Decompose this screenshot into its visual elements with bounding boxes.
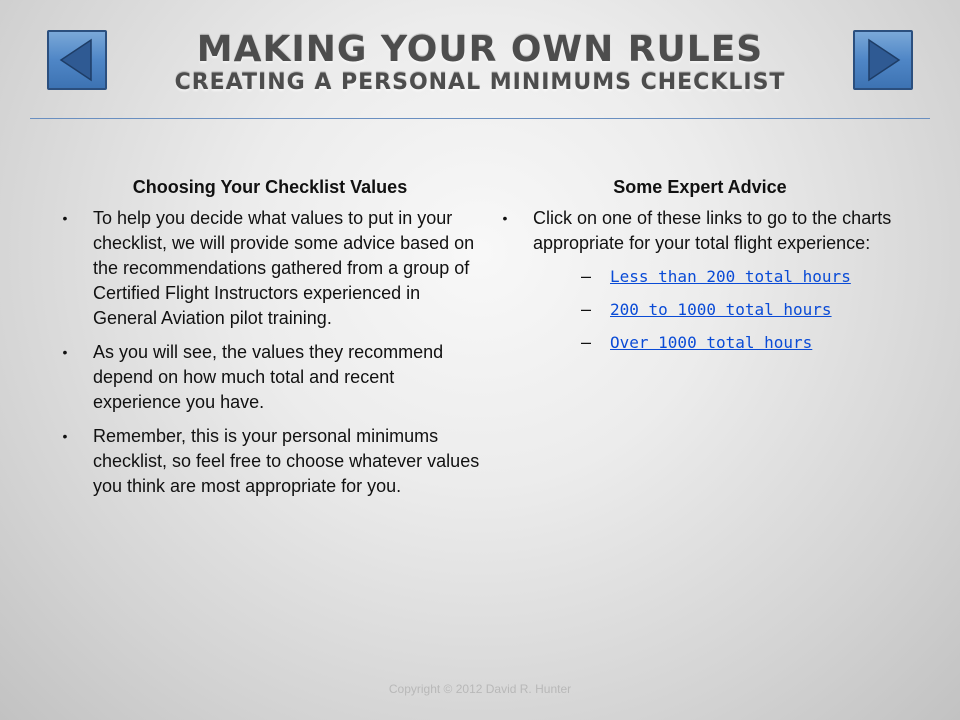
link-item <box>533 264 900 289</box>
right-column <box>500 176 900 364</box>
link-200-to-1000-hours[interactable]: 200 to 1000 total hours <box>610 300 832 319</box>
bullet-icon: • <box>502 210 508 226</box>
dash-icon: – <box>581 299 592 319</box>
bullet-text: Remember, this is your personal minimums checklist, so feel free to choose whatever values you think are most appropriate for you. <box>93 426 480 496</box>
list-item <box>60 424 480 499</box>
right-bullet-list <box>500 206 900 355</box>
next-slide-button[interactable] <box>853 30 913 90</box>
bullet-icon: • <box>62 344 68 360</box>
title-divider <box>30 118 930 119</box>
bullet-text: As you will see, the values they recommend depend on how much total and recent experience you have. <box>93 342 444 412</box>
link-over-1000-hours[interactable]: Over 1000 total hours <box>610 333 813 352</box>
bullet-text: To help you decide what values to put in your checklist, we will provide some advice based on the recommendations gathered from a group of Certified Flight Instructors experienced in General Aviation pilot training. <box>93 208 475 328</box>
slide-title-block <box>130 30 830 96</box>
left-column-heading: Choosing Your Checklist Values <box>132 177 408 197</box>
link-item <box>533 330 900 355</box>
previous-slide-button[interactable] <box>47 30 107 90</box>
right-triangle-icon <box>855 32 911 88</box>
slide-subtitle: CREATING A PERSONAL MINIMUMS CHECKLIST <box>174 70 786 95</box>
left-triangle-icon <box>49 32 105 88</box>
list-item <box>60 340 480 415</box>
link-less-than-200-hours[interactable]: Less than 200 total hours <box>610 267 851 286</box>
copyright-footer: Copyright © 2012 David R. Hunter <box>388 682 572 696</box>
left-column <box>60 176 480 508</box>
slide-title: MAKING YOUR OWN RULES <box>196 29 764 70</box>
right-column-heading: Some Expert Advice <box>613 177 787 197</box>
list-item <box>60 206 480 331</box>
dash-icon: – <box>581 266 592 286</box>
bullet-text: Click on one of these links to go to the charts appropriate for your total flight experience: <box>533 208 892 253</box>
bullet-icon: • <box>62 428 68 444</box>
bullet-icon: • <box>62 210 68 226</box>
link-item <box>533 297 900 322</box>
left-bullet-list <box>60 206 480 499</box>
dash-icon: – <box>581 332 592 352</box>
experience-link-list <box>533 264 900 355</box>
list-item <box>500 206 900 355</box>
